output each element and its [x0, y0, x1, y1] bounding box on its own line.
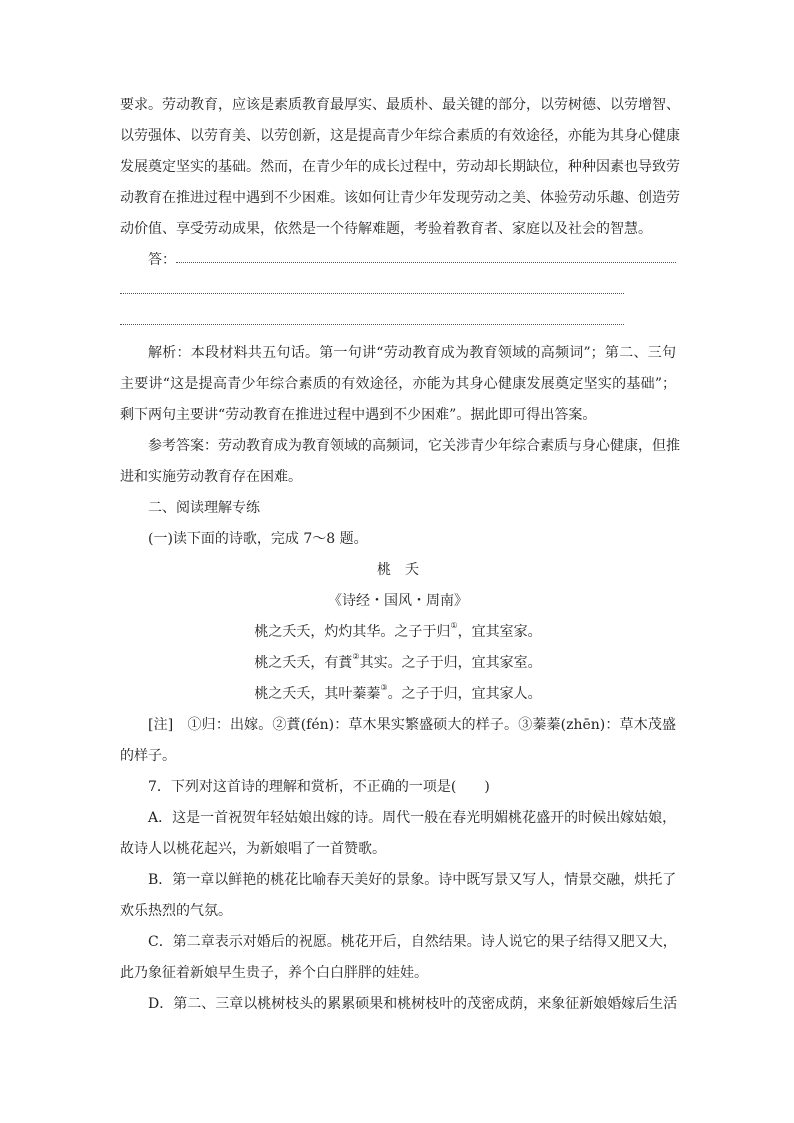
answer-line [120, 245, 676, 276]
poem-text: ，宜其室家。 [457, 624, 542, 640]
analysis-line: 剩下两句主要讲“劳动教育在推进过程中遇到不少困难”。据此即可得出答案。 [120, 407, 597, 423]
option-b[interactable] [120, 865, 676, 927]
option-line: B．第一章以鲜艳的桃花比喻春天美好的景象。诗中既写景又写人，情景交融，烘托了 [148, 872, 677, 888]
poem [120, 555, 676, 710]
poem-notes [120, 710, 676, 772]
analysis-paragraph [120, 338, 676, 431]
poem-line [120, 648, 676, 679]
answer-line [120, 276, 676, 307]
poem-line [120, 679, 676, 710]
section-title: 二、阅读理解专练 [148, 500, 260, 516]
question-7: 7．下列对这首诗的理解和赏析，不正确的一项是( ) [148, 779, 490, 795]
answer-dotted-line[interactable] [176, 262, 676, 263]
passage-line: 动教育在推进过程中遇到不少困难。该如何让青少年发现劳动之美、体验劳动乐趣、创造劳 [120, 190, 680, 206]
option-c[interactable] [120, 927, 676, 989]
poem-title: 桃 夭 [377, 562, 419, 578]
poem-line [120, 617, 676, 648]
passage-line: 要求。劳动教育，应该是素质教育最厚实、最质朴、最关键的部分，以劳树德、以劳增智、 [120, 97, 680, 113]
analysis-line: 解析：本段材料共五句话。第一句讲“劳动教育成为教育领域的高频词”；第二、三句 [148, 345, 676, 361]
footnote-marker: ① [450, 621, 458, 630]
option-line: D．第二、三章以桃树枝头的累累硕果和桃树枝叶的茂密成荫，来象征新娘婚嫁后生活 [148, 996, 678, 1012]
option-a[interactable] [120, 803, 676, 865]
answer-dotted-line[interactable] [120, 293, 624, 294]
note-line: [注] ①归：出嫁。②蕡(fén)：草木果实繁盛硕大的样子。③蓁蓁(zhēn)：草木茂盛 [148, 717, 676, 733]
document-page [120, 90, 680, 1020]
option-line: C．第二章表示对婚后的祝愿。桃花开后，自然结果。诗人说它的果子结得又肥又大， [148, 934, 677, 950]
poem-text: 其实。之子于归，宜其家室。 [359, 655, 542, 671]
answer-area [120, 245, 676, 338]
poem-text: 桃之夭夭，灼灼其华。之子于归 [254, 624, 451, 640]
passage-line: 以劳强体、以劳育美、以劳创新，这是提高青少年综合素质的有效途径，亦能为其身心健康 [120, 128, 680, 144]
reference-line: 进和实施劳动教育存在困难。 [120, 469, 302, 485]
option-d[interactable] [120, 989, 676, 1020]
option-line: 欢乐热烈的气氛。 [120, 903, 232, 919]
option-line: 故诗人以桃花起兴，为新娘唱了一首赞歌。 [120, 841, 386, 857]
poem-source: 《诗经・国风・周南》 [328, 593, 468, 609]
answer-line [120, 307, 676, 338]
reference-answer [120, 431, 680, 493]
footnote-marker: ③ [380, 683, 388, 692]
passage-line: 发展奠定坚实的基础。然而，在青少年的成长过程中，劳动却长期缺位，种种因素也导致劳 [120, 159, 680, 175]
reference-line: 参考答案：劳动教育成为教育领域的高频词，它关涉青少年综合素质与身心健康，但推 [148, 438, 680, 454]
answer-dotted-line[interactable] [120, 324, 624, 325]
passage-line: 动价值、享受劳动成果，依然是一个待解难题，考验着教育者、家庭以及社会的智慧。 [120, 221, 652, 237]
answer-label: 答： [148, 252, 176, 268]
subsection-instruction: (一)读下面的诗歌，完成 7～8 题。 [148, 531, 368, 547]
footnote-marker: ② [352, 652, 360, 661]
analysis-line: 主要讲“这是提高青少年综合素质的有效途径，亦能为其身心健康发展奠定坚实的基础”； [120, 376, 676, 392]
note-line: 的样子。 [120, 748, 176, 764]
option-line: A．这是一首祝贺年轻姑娘出嫁的诗。周代一般在春光明媚桃花盛开的时候出嫁姑娘， [148, 810, 677, 826]
poem-text: 。之子于归，宜其家人。 [387, 686, 542, 702]
poem-text: 桃之夭夭，有蕡 [254, 655, 353, 671]
passage-paragraph [120, 90, 680, 245]
poem-text: 桃之夭夭，其叶蓁蓁 [254, 686, 381, 702]
option-line: 此乃象征着新娘早生贵子，养个白白胖胖的娃娃。 [120, 965, 428, 981]
